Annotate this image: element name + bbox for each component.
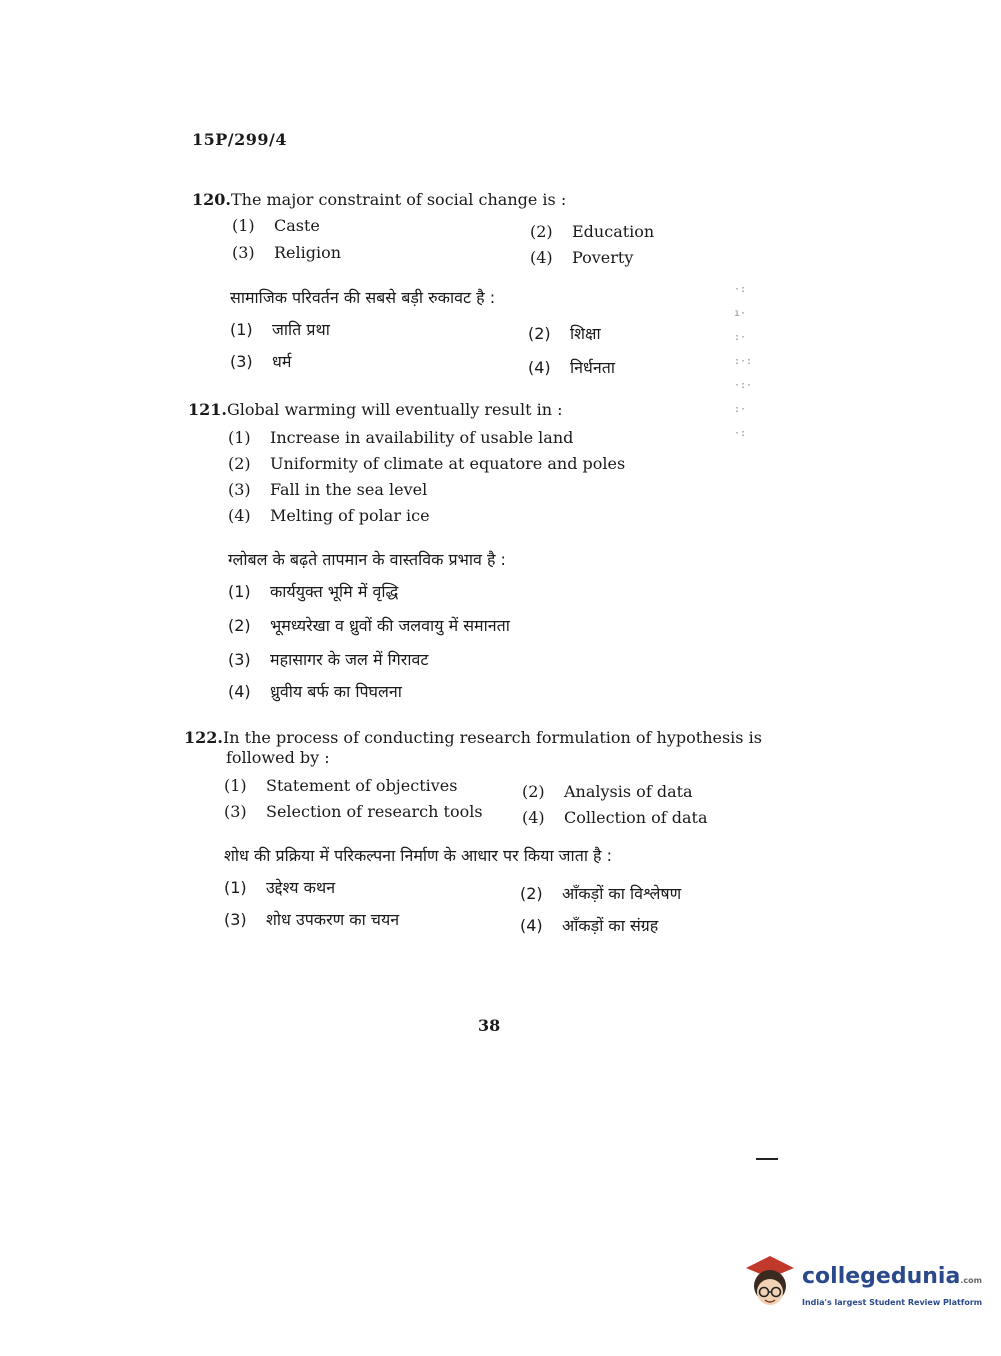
scan-mark-dash xyxy=(756,1158,778,1160)
option-label: आँकड़ों का विश्लेषण xyxy=(562,884,682,903)
option-number: (1) xyxy=(224,878,247,897)
option-label: Increase in availability of usable land xyxy=(270,428,574,447)
question-text xyxy=(188,400,563,420)
option-1 xyxy=(232,216,320,235)
question-stem: The major constraint of social change is : xyxy=(230,190,567,209)
option-label: उद्देश्य कथन xyxy=(266,878,336,897)
question-text-hindi: शोध की प्रक्रिया में परिकल्पना निर्माण के आधार पर किया जाता है : xyxy=(224,846,613,865)
question-number: 122. xyxy=(184,728,223,747)
option-1 xyxy=(228,428,573,447)
hindi-option-4 xyxy=(228,680,402,702)
hindi-option-3 xyxy=(230,350,291,372)
option-label: ध्रुवीय बर्फ का पिघलना xyxy=(270,682,402,701)
question-text-hindi: ग्लोबल के बढ़ते तापमान के वास्तविक प्रभाव है : xyxy=(228,550,506,569)
option-3 xyxy=(228,480,427,499)
option-4 xyxy=(228,506,430,525)
brand-wordmark xyxy=(802,1264,982,1289)
page-number: 38 xyxy=(478,1016,501,1035)
option-4 xyxy=(530,248,633,267)
option-label: Analysis of data xyxy=(564,782,693,801)
option-2 xyxy=(530,222,654,241)
hindi-option-4 xyxy=(520,914,658,936)
option-label: Education xyxy=(572,222,655,241)
option-number: (4) xyxy=(228,506,251,525)
scan-specks: ·: ı· :· :·: ·:· :· ·: xyxy=(734,284,753,439)
hindi-option-1 xyxy=(228,580,398,602)
option-number: (2) xyxy=(228,616,251,635)
option-2 xyxy=(228,454,625,473)
option-label: शिक्षा xyxy=(570,324,601,343)
hindi-option-2 xyxy=(228,614,510,636)
hindi-option-2 xyxy=(520,882,681,904)
option-2 xyxy=(522,782,693,801)
option-3 xyxy=(224,802,483,821)
option-number: (3) xyxy=(228,480,251,499)
option-number: (2) xyxy=(530,222,553,241)
option-number: (2) xyxy=(228,454,251,473)
question-number: 120. xyxy=(192,190,231,209)
option-number: (2) xyxy=(520,884,543,903)
option-number: (3) xyxy=(232,243,255,262)
option-label: आँकड़ों का संग्रह xyxy=(562,916,659,935)
option-label: Poverty xyxy=(572,248,634,267)
option-1 xyxy=(224,776,457,795)
option-number: (1) xyxy=(232,216,255,235)
hindi-option-3 xyxy=(228,648,428,670)
brand-suffix: .com xyxy=(960,1276,982,1285)
brand-tagline: India's largest Student Review Platform xyxy=(802,1298,983,1307)
paper-code: 15P/299/4 xyxy=(192,130,288,149)
option-number: (4) xyxy=(530,248,553,267)
option-label: Statement of objectives xyxy=(266,776,458,795)
option-label: Caste xyxy=(274,216,320,235)
hindi-option-1 xyxy=(230,318,330,340)
option-label: भूमध्यरेखा व ध्रुवों की जलवायु में समानता xyxy=(270,616,510,635)
collegedunia-watermark xyxy=(742,1250,983,1320)
question-text xyxy=(192,190,566,210)
option-3 xyxy=(232,243,341,262)
question-stem-line-2: followed by : xyxy=(226,748,330,767)
hindi-option-2 xyxy=(528,322,601,344)
question-stem-line-1: In the process of conducting research formulation of hypothesis is xyxy=(222,728,762,747)
option-number: (1) xyxy=(230,320,253,339)
option-number: (4) xyxy=(522,808,545,827)
option-number: (3) xyxy=(224,910,247,929)
question-stem: Global warming will eventually result in : xyxy=(226,400,563,419)
hindi-option-1 xyxy=(224,876,335,898)
option-number: (3) xyxy=(228,650,251,669)
option-number: (3) xyxy=(224,802,247,821)
question-text xyxy=(184,728,762,748)
option-label: निर्धनता xyxy=(570,358,616,377)
option-number: (1) xyxy=(228,428,251,447)
option-number: (4) xyxy=(520,916,543,935)
option-number: (4) xyxy=(228,682,251,701)
option-label: कार्ययुक्त भूमि में वृद्धि xyxy=(270,582,399,601)
option-label: Collection of data xyxy=(564,808,708,827)
option-label: धर्म xyxy=(272,352,292,371)
option-label: महासागर के जल में गिरावट xyxy=(270,650,429,669)
hindi-option-4 xyxy=(528,356,615,378)
collegedunia-mascot-icon xyxy=(742,1254,798,1314)
option-number: (2) xyxy=(522,782,545,801)
option-number: (1) xyxy=(224,776,247,795)
hindi-option-3 xyxy=(224,908,399,930)
option-label: शोध उपकरण का चयन xyxy=(266,910,400,929)
option-number: (1) xyxy=(228,582,251,601)
option-number: (2) xyxy=(528,324,551,343)
option-label: Religion xyxy=(274,243,342,262)
option-4 xyxy=(522,808,708,827)
question-text-hindi: सामाजिक परिवर्तन की सबसे बड़ी रुकावट है : xyxy=(230,288,496,307)
question-number: 121. xyxy=(188,400,227,419)
brand-name: collegedunia xyxy=(802,1264,961,1289)
question-121 xyxy=(188,400,828,710)
option-label: Selection of research tools xyxy=(266,802,483,821)
option-label: Fall in the sea level xyxy=(270,480,428,499)
option-number: (3) xyxy=(230,352,253,371)
option-label: Melting of polar ice xyxy=(270,506,430,525)
option-label: Uniformity of climate at equatore and poles xyxy=(270,454,626,473)
option-number: (4) xyxy=(528,358,551,377)
question-122 xyxy=(184,728,824,943)
option-label: जाति प्रथा xyxy=(272,320,330,339)
